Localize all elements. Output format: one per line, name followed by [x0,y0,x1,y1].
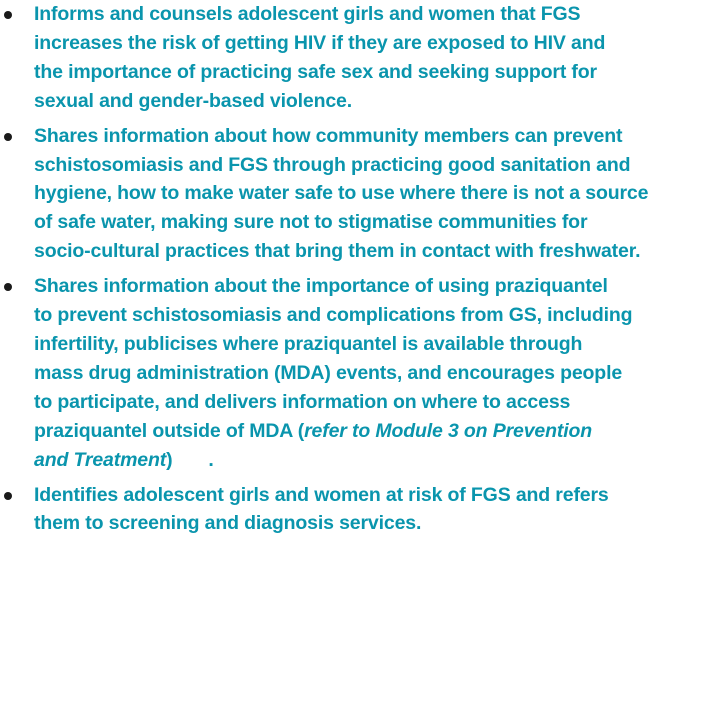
text-line: Shares information about the importance of using praziquantel [34,275,608,298]
bullet-dot [4,492,12,500]
bullet-dot [4,133,12,141]
text-line [34,417,719,446]
text-line: them to screening and diagnosis services. [34,512,422,535]
text-line: of safe water, making sure not to stigmatise communities for [34,211,588,234]
bullet-dot [4,283,12,291]
text-line: Shares information about how community members can prevent [34,124,623,147]
bullet-dot [4,11,12,19]
closing-paren: ) [166,448,173,471]
text-line: infertility, publicises where praziquantel is available through [34,332,583,355]
trailing-period: . [208,448,214,471]
bullet-item-screening-referral [0,481,719,539]
text-line: sexual and gender-based violence. [34,89,352,112]
module-reference: and Treatment [34,448,167,471]
text-line: to prevent schistosomiasis and complications from GS, including [34,304,633,327]
text-line: socio-cultural practices that bring them in contact with freshwater. [34,240,641,263]
bullet-item-prevention-info [0,122,719,267]
module-reference: refer to Module 3 on Prevention [304,419,592,442]
bullet-item-hiv-counselling [0,0,719,116]
text-line [34,446,719,475]
text-line: to participate, and delivers information on where to access [34,390,571,413]
text-line: increases the risk of getting HIV if they are exposed to HIV and [34,31,606,54]
line-text: praziquantel outside of MDA ( [34,419,305,442]
text-line: hygiene, how to make water safe to use where there is not a source [34,182,649,205]
text-line: the importance of practicing safe sex and seeking support for [34,60,597,83]
text-line: schistosomiasis and FGS through practicing good sanitation and [34,153,631,176]
text-line: Informs and counsels adolescent girls and women that FGS [34,3,581,25]
text-line: mass drug administration (MDA) events, and encourages people [34,361,623,384]
text-line: Identifies adolescent girls and women at risk of FGS and refers [34,483,609,506]
bullet-item-praziquantel-info [0,272,719,474]
